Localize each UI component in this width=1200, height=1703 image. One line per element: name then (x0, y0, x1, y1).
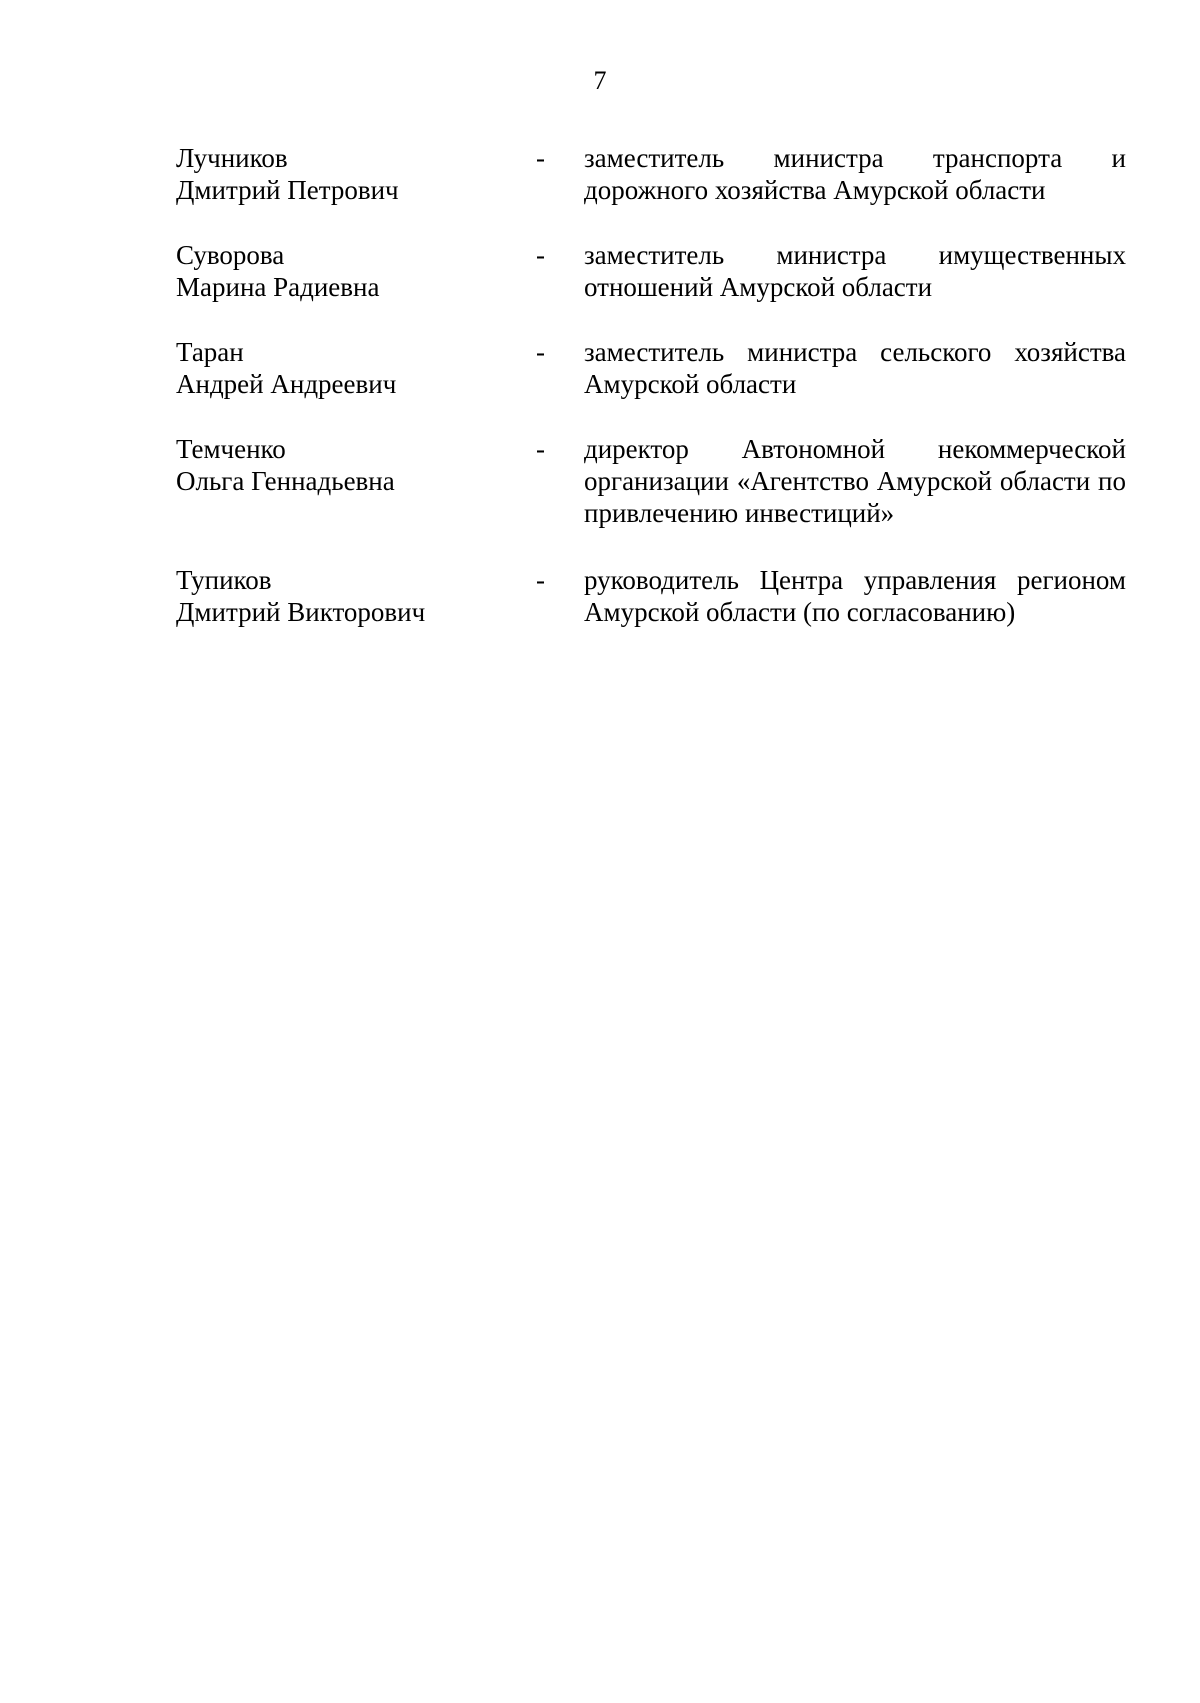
separator-dash: - (536, 337, 545, 367)
member-position: заместитель министра сельского хозяйства Амурской области (584, 337, 1126, 399)
member-surname: Суворова (176, 240, 285, 270)
member-surname: Темченко (176, 434, 286, 464)
member-given-names: Андрей Андреевич (176, 369, 397, 399)
separator-dash: - (536, 565, 545, 595)
member-name (176, 336, 536, 400)
member-given-names: Ольга Геннадьевна (176, 466, 395, 496)
member-surname: Тупиков (176, 565, 272, 595)
member-given-names: Дмитрий Викторович (176, 597, 426, 627)
member-position: руководитель Центра управления регионом Амурской области (по согласованию) (584, 565, 1126, 627)
member-name (176, 564, 536, 628)
member-position: директор Автономной некоммерческой организации «Агентство Амурской области по привлечению инвестиций» (584, 434, 1126, 528)
list-item (176, 564, 1126, 628)
list-item (176, 433, 1126, 529)
separator-dash: - (536, 240, 545, 270)
page-number: 7 (593, 66, 607, 95)
member-position: заместитель министра транспорта и дорожного хозяйства Амурской области (584, 143, 1126, 205)
member-name (176, 142, 536, 206)
list-item (176, 336, 1126, 400)
member-surname: Таран (176, 337, 244, 367)
member-surname: Лучников (176, 143, 288, 173)
list-item (176, 239, 1126, 303)
list-item (176, 142, 1126, 206)
separator-dash: - (536, 434, 545, 464)
member-position: заместитель министра имущественных отношений Амурской области (584, 240, 1126, 302)
member-given-names: Дмитрий Петрович (176, 175, 399, 205)
member-name (176, 239, 536, 303)
members-list (176, 142, 1126, 661)
separator-dash: - (536, 143, 545, 173)
member-name (176, 433, 536, 497)
member-given-names: Марина Радиевна (176, 272, 380, 302)
